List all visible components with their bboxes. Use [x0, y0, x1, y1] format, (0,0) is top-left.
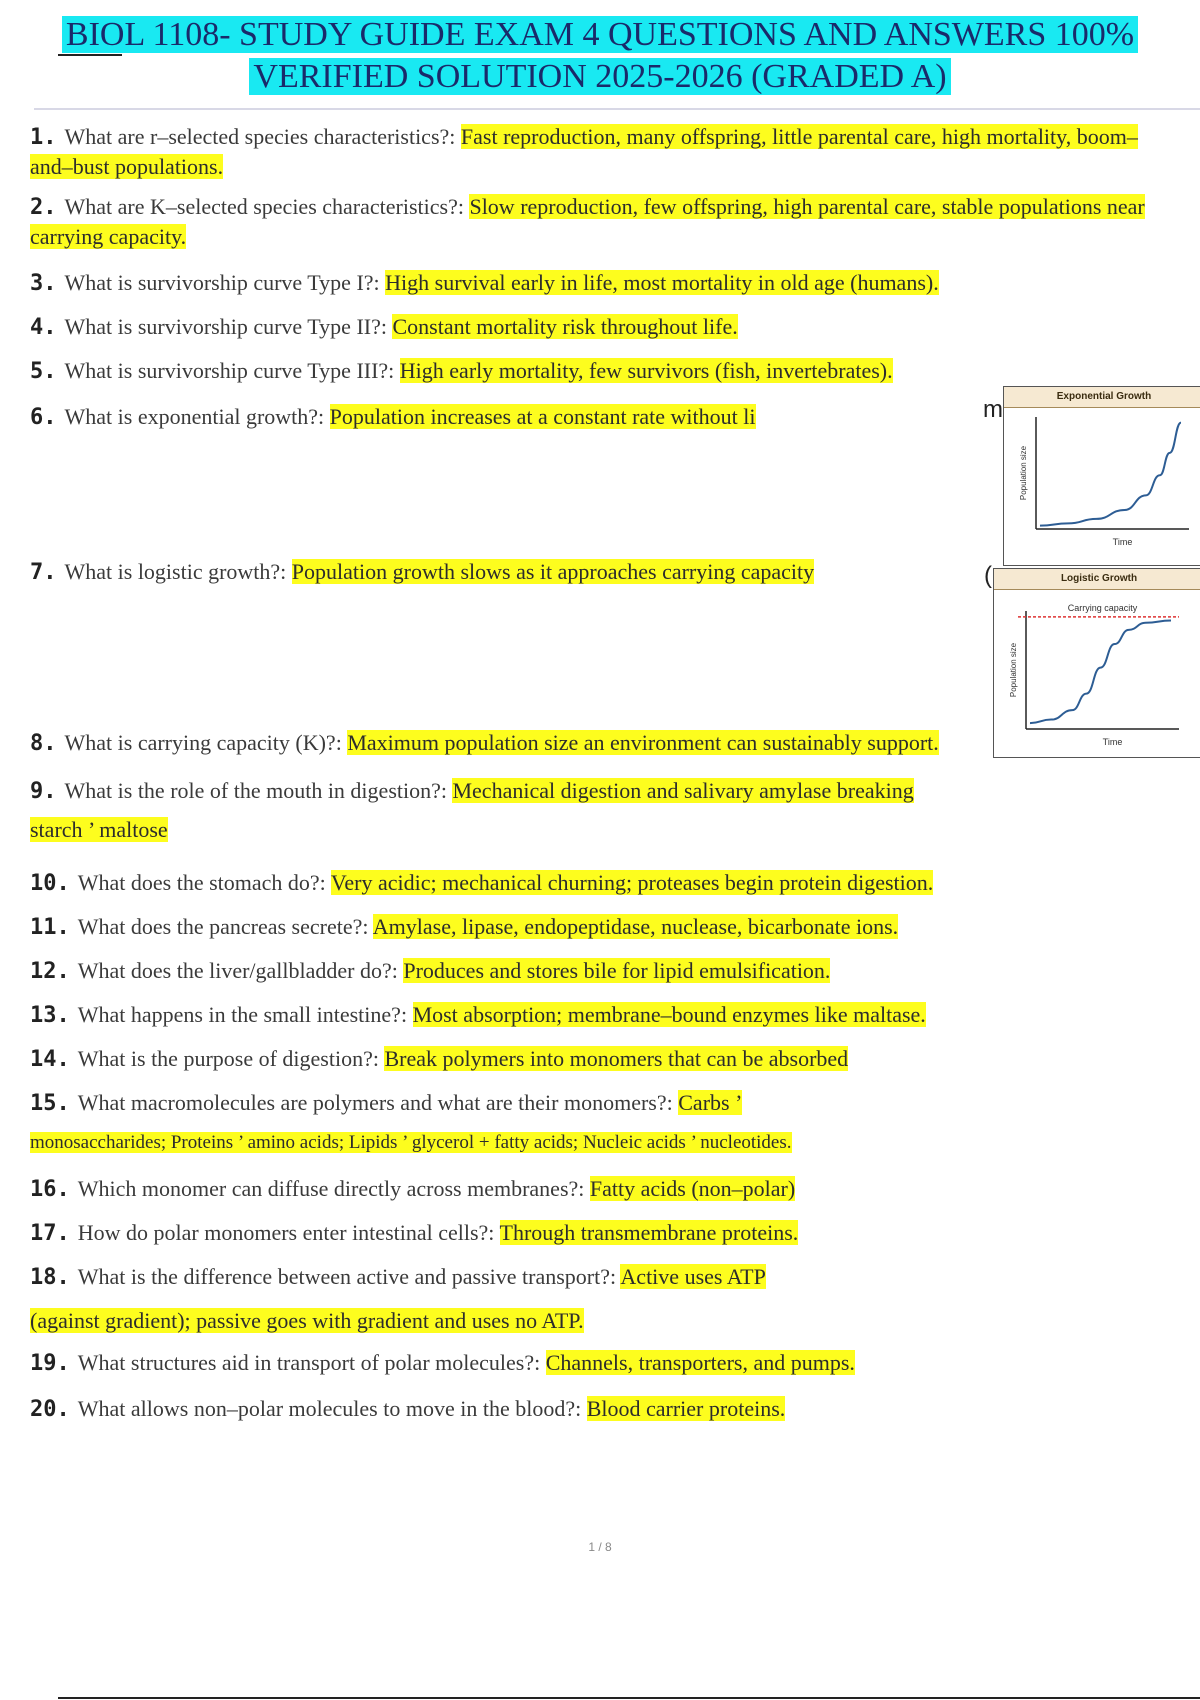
- x-axis-label: Time: [1112, 537, 1133, 547]
- question-item: [30, 1044, 848, 1075]
- answer-highlight: Most absorption; membrane–bound enzymes like maltase.: [412, 1002, 926, 1027]
- question-text: What is the role of the mouth in digestion?:: [64, 778, 447, 803]
- chart-title: Logistic Growth: [994, 569, 1200, 590]
- document-title: [0, 14, 1200, 98]
- question-number: 2.: [30, 195, 57, 220]
- answer-highlight: Fatty acids (non–polar): [589, 1176, 796, 1201]
- answer-highlight: Mechanical digestion and salivary amylase breaking: [452, 778, 914, 803]
- answer-highlight: High survival early in life, most mortality in old age (humans).: [385, 270, 939, 295]
- answer-highlight: Through transmembrane proteins.: [499, 1220, 799, 1245]
- question-text: What does the liver/gallbladder do?:: [77, 958, 398, 983]
- question-number: 14.: [30, 1047, 70, 1072]
- question-item: [30, 312, 738, 343]
- answer-highlight: Maximum population size an environment can sustainably support.: [347, 730, 939, 755]
- answer-continuation: [30, 222, 186, 252]
- question-number: 17.: [30, 1221, 70, 1246]
- answer-highlight: Constant mortality risk throughout life.: [392, 314, 738, 339]
- question-number: 16.: [30, 1177, 70, 1202]
- answer-highlight: (against gradient); passive goes with gradient and uses no ATP.: [30, 1308, 584, 1333]
- question-number: 13.: [30, 1003, 70, 1028]
- exponential-growth-chart: [1003, 386, 1200, 566]
- question-number: 4.: [30, 315, 57, 340]
- question-item: [30, 1088, 742, 1119]
- question-item: [30, 1174, 795, 1205]
- answer-continuation: [30, 1128, 792, 1158]
- answer-continuation: [30, 152, 223, 182]
- title-line-2: VERIFIED SOLUTION 2025-2026 (GRADED A): [249, 58, 950, 95]
- clipped-text-c: (: [984, 562, 992, 589]
- title-line-1: BIOL 1108- STUDY GUIDE EXAM 4 QUESTIONS AND ANSWERS 100%: [62, 16, 1138, 53]
- chart-title: Exponential Growth: [1004, 387, 1200, 408]
- question-text: What is the purpose of digestion?:: [77, 1046, 379, 1071]
- question-number: 20.: [30, 1397, 70, 1422]
- question-number: 10.: [30, 871, 70, 896]
- question-text: What is logistic growth?:: [64, 559, 287, 584]
- question-item: [30, 1394, 785, 1425]
- question-number: 1.: [30, 125, 57, 150]
- answer-highlight: Population increases at a constant rate without li: [329, 404, 756, 429]
- carrying-capacity-label: Carrying capacity: [1067, 602, 1138, 613]
- answer-highlight: and–bust populations.: [30, 154, 224, 179]
- logistic-growth-chart: [993, 568, 1200, 758]
- answer-highlight: Active uses ATP: [620, 1264, 766, 1289]
- question-text: What does the pancreas secrete?:: [77, 914, 369, 939]
- answer-highlight: Blood carrier proteins.: [586, 1396, 786, 1421]
- question-number: 8.: [30, 731, 57, 756]
- answer-highlight: Amylase, lipase, endopeptidase, nuclease, bicarbonate ions.: [372, 914, 899, 939]
- question-text: What happens in the small intestine?:: [77, 1002, 408, 1027]
- answer-highlight: Very acidic; mechanical churning; proteases begin protein digestion.: [330, 870, 934, 895]
- question-item: [30, 776, 914, 807]
- question-item: [30, 402, 756, 433]
- question-text: What are K–selected species characteristics?:: [64, 194, 464, 219]
- question-text: What structures aid in transport of polar molecules?:: [77, 1350, 541, 1375]
- question-number: 6.: [30, 405, 57, 430]
- question-text: What is the difference between active and passive transport?:: [77, 1264, 617, 1289]
- answer-highlight: carrying capacity.: [30, 224, 187, 249]
- answer-continuation: [30, 815, 168, 845]
- question-item: [30, 728, 939, 759]
- question-number: 7.: [30, 560, 57, 585]
- page-indicator: 1 / 8: [588, 1540, 612, 1554]
- x-axis-label: Time: [1102, 737, 1123, 747]
- logistic-growth-plot: [994, 589, 1200, 757]
- y-axis-label: Population size: [1009, 642, 1018, 698]
- y-axis-label: Population size: [1019, 445, 1028, 501]
- question-item: [30, 1348, 855, 1379]
- question-item: [30, 1262, 766, 1293]
- question-text: What is survivorship curve Type II?:: [64, 314, 387, 339]
- question-text: What allows non–polar molecules to move in the blood?:: [77, 1396, 582, 1421]
- question-text: What is survivorship curve Type I?:: [64, 270, 380, 295]
- question-number: 15.: [30, 1091, 70, 1116]
- footer-rule: [58, 1697, 1200, 1699]
- question-item: [30, 268, 939, 299]
- question-text: What are r–selected species characteristics?:: [64, 124, 456, 149]
- question-number: 19.: [30, 1351, 70, 1376]
- question-text: Which monomer can diffuse directly across membranes?:: [77, 1176, 585, 1201]
- question-item: [30, 1218, 798, 1249]
- answer-highlight: Carbs ’: [678, 1090, 743, 1115]
- question-item: [30, 192, 1145, 223]
- growth-curve: [1030, 620, 1171, 723]
- growth-curve: [1040, 423, 1181, 526]
- question-text: What is carrying capacity (K)?:: [64, 730, 342, 755]
- question-text: What does the stomach do?:: [77, 870, 326, 895]
- question-item: [30, 1000, 926, 1031]
- question-item: [30, 956, 830, 987]
- question-text: What is exponential growth?:: [64, 404, 325, 429]
- question-number: 18.: [30, 1265, 70, 1290]
- answer-highlight: Produces and stores bile for lipid emulsification.: [403, 958, 831, 983]
- answer-highlight: Slow reproduction, few offspring, high parental care, stable populations near: [469, 194, 1145, 219]
- question-number: 11.: [30, 915, 70, 940]
- question-item: [30, 557, 814, 588]
- answer-highlight: Channels, transporters, and pumps.: [545, 1350, 855, 1375]
- clipped-text-m: m: [983, 396, 1003, 423]
- question-item: [30, 868, 933, 899]
- exponential-growth-plot: [1004, 407, 1200, 565]
- header-divider: [34, 108, 1200, 110]
- question-text: What is survivorship curve Type III?:: [64, 358, 395, 383]
- question-number: 3.: [30, 271, 57, 296]
- question-item: [30, 122, 1138, 153]
- question-number: 5.: [30, 359, 57, 384]
- answer-continuation: [30, 1306, 584, 1336]
- question-item: [30, 912, 898, 943]
- answer-highlight: starch ’ maltose: [30, 817, 168, 842]
- answer-highlight: Fast reproduction, many offspring, little parental care, high mortality, boom–: [460, 124, 1138, 149]
- question-item: [30, 356, 893, 387]
- answer-highlight: Population growth slows as it approaches carrying capacity: [291, 559, 815, 584]
- question-number: 9.: [30, 779, 57, 804]
- answer-highlight: Break polymers into monomers that can be absorbed: [384, 1046, 849, 1071]
- answer-highlight: monosaccharides; Proteins ’ amino acids; Lipids ’ glycerol + fatty acids; Nucleic acids ’ nucleotides.: [30, 1132, 792, 1153]
- answer-highlight: High early mortality, few survivors (fish, invertebrates).: [399, 358, 893, 383]
- question-number: 12.: [30, 959, 70, 984]
- question-text: What macromolecules are polymers and what are their monomers?:: [77, 1090, 673, 1115]
- question-text: How do polar monomers enter intestinal cells?:: [77, 1220, 495, 1245]
